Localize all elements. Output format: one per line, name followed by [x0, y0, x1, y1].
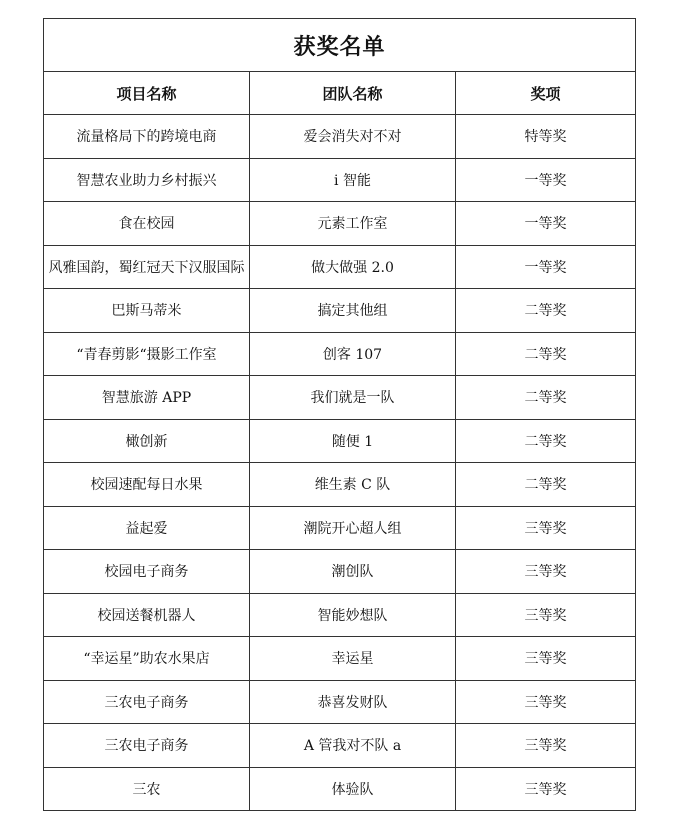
table-row: [44, 550, 636, 594]
table-row: [44, 767, 636, 811]
project-name-cell: 三农电子商务: [44, 680, 250, 724]
team-name-cell: 潮院开心超人组: [250, 506, 456, 550]
team-name-cell: 我们就是一队: [250, 376, 456, 420]
team-name-cell: 随便 1: [250, 419, 456, 463]
project-name-cell: 益起爱: [44, 506, 250, 550]
table-body: [44, 115, 636, 811]
table-row: [44, 289, 636, 333]
project-name-cell: 校园速配每日水果: [44, 463, 250, 507]
award-cell: 二等奖: [456, 289, 636, 333]
project-name-cell: “幸运星”助农水果店: [44, 637, 250, 681]
header-row: [44, 72, 636, 115]
award-cell: 三等奖: [456, 680, 636, 724]
team-name-cell: A 管我对不队 a: [250, 724, 456, 768]
table-row: [44, 202, 636, 246]
table-row: [44, 463, 636, 507]
award-cell: 三等奖: [456, 637, 636, 681]
project-name-cell: 三农: [44, 767, 250, 811]
award-cell: 二等奖: [456, 376, 636, 420]
table-row: [44, 724, 636, 768]
team-name-cell: 体验队: [250, 767, 456, 811]
award-list-table: [43, 18, 636, 811]
team-name-cell: 爱会消失对不对: [250, 115, 456, 159]
table-row: [44, 376, 636, 420]
header-team-name: 团队名称: [250, 72, 456, 115]
project-name-cell: 食在校园: [44, 202, 250, 246]
award-cell: 二等奖: [456, 463, 636, 507]
title-row: [44, 19, 636, 72]
award-cell: 一等奖: [456, 158, 636, 202]
award-cell: 三等奖: [456, 550, 636, 594]
table-title: 获奖名单: [44, 19, 636, 72]
award-cell: 二等奖: [456, 332, 636, 376]
project-name-cell: 智慧旅游 APP: [44, 376, 250, 420]
award-cell: 一等奖: [456, 202, 636, 246]
table-row: [44, 637, 636, 681]
header-award: 奖项: [456, 72, 636, 115]
team-name-cell: 智能妙想队: [250, 593, 456, 637]
team-name-cell: i 智能: [250, 158, 456, 202]
project-name-cell: 三农电子商务: [44, 724, 250, 768]
team-name-cell: 做大做强 2.0: [250, 245, 456, 289]
team-name-cell: 搞定其他组: [250, 289, 456, 333]
table-row: [44, 332, 636, 376]
project-name-cell: 校园电子商务: [44, 550, 250, 594]
team-name-cell: 潮创队: [250, 550, 456, 594]
table-row: [44, 680, 636, 724]
team-name-cell: 恭喜发财队: [250, 680, 456, 724]
table-row: [44, 115, 636, 159]
table-row: [44, 506, 636, 550]
team-name-cell: 元素工作室: [250, 202, 456, 246]
award-cell: 一等奖: [456, 245, 636, 289]
award-cell: 特等奖: [456, 115, 636, 159]
award-cell: 三等奖: [456, 724, 636, 768]
project-name-cell: 校园送餐机器人: [44, 593, 250, 637]
team-name-cell: 创客 107: [250, 332, 456, 376]
project-name-cell: 巴斯马蒂米: [44, 289, 250, 333]
team-name-cell: 维生素 C 队: [250, 463, 456, 507]
table-row: [44, 419, 636, 463]
award-cell: 三等奖: [456, 506, 636, 550]
table-row: [44, 593, 636, 637]
project-name-cell: 橄创新: [44, 419, 250, 463]
table-row: [44, 158, 636, 202]
award-cell: 三等奖: [456, 593, 636, 637]
project-name-cell: 风雅国韵，蜀红冠天下汉服国际: [44, 245, 250, 289]
table-row: [44, 245, 636, 289]
award-cell: 三等奖: [456, 767, 636, 811]
project-name-cell: 流量格局下的跨境电商: [44, 115, 250, 159]
award-cell: 二等奖: [456, 419, 636, 463]
project-name-cell: “青春剪影“摄影工作室: [44, 332, 250, 376]
header-project-name: 项目名称: [44, 72, 250, 115]
team-name-cell: 幸运星: [250, 637, 456, 681]
project-name-cell: 智慧农业助力乡村振兴: [44, 158, 250, 202]
